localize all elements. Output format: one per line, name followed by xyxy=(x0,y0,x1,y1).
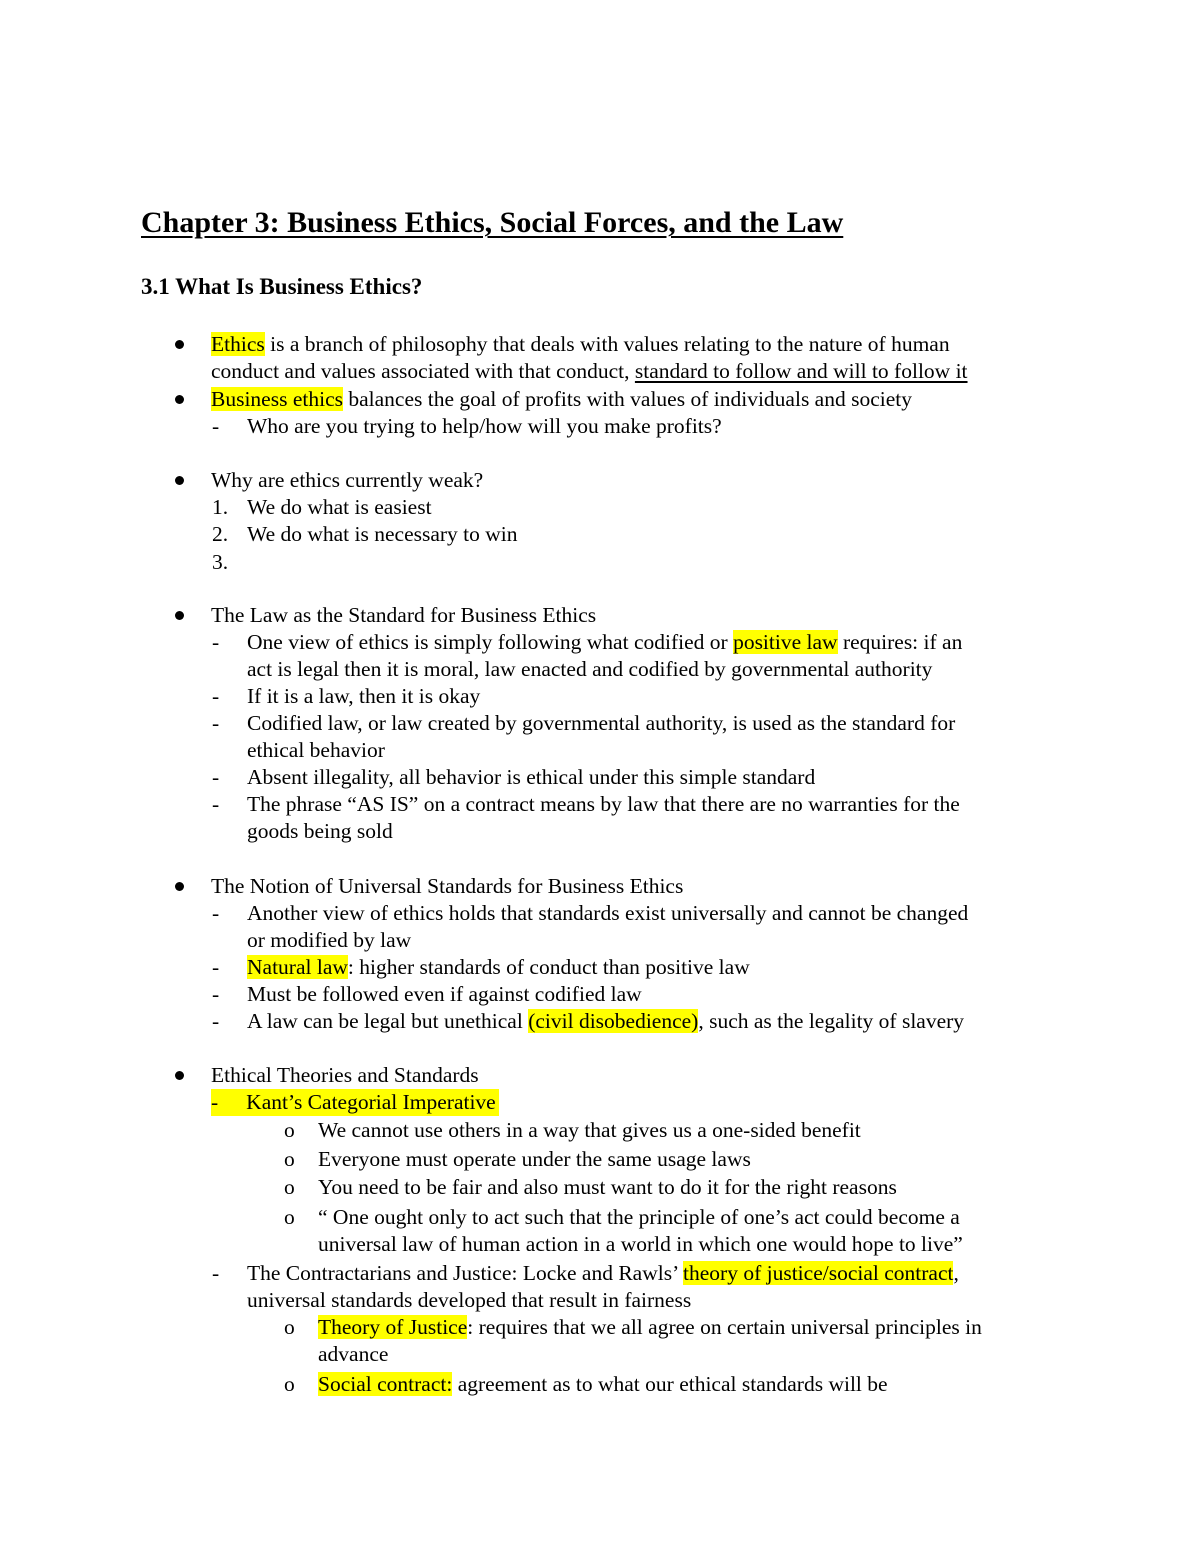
circle-bullet-icon: o xyxy=(284,1175,295,1199)
underlined-phrase: standard to follow and will to follow it xyxy=(634,359,968,383)
theory-of-justice-term: Theory of Justice xyxy=(318,1315,468,1339)
circle-bullet-icon: o xyxy=(284,1118,295,1142)
weak-item: We do what is easiest xyxy=(247,495,432,519)
weak-question: Why are ethics currently weak? xyxy=(211,468,484,492)
business-ethics-term: Business ethics xyxy=(211,387,343,411)
kant-heading: Kant’s Categorial Imperative xyxy=(246,1090,496,1114)
universal-point-cont: or modified by law xyxy=(247,928,412,952)
dash-marker: - xyxy=(212,711,220,735)
kant-item: We cannot use others in a way that gives us a one-sided benefit xyxy=(318,1118,861,1142)
kant-item-cont: universal law of human action in a world in which one would hope to live” xyxy=(318,1232,963,1256)
ethics-definition-line2: conduct and values associated with that conduct, standard to follow and will to follow it xyxy=(211,359,968,383)
weak-item: We do what is necessary to win xyxy=(247,522,518,546)
theory-of-justice-item: Theory of Justice: requires that we all agree on certain universal principles in xyxy=(318,1315,982,1339)
law-standard-heading: The Law as the Standard for Business Ethics xyxy=(211,603,597,627)
law-standard-point: Absent illegality, all behavior is ethical under this simple standard xyxy=(247,765,816,789)
circle-bullet-icon: o xyxy=(284,1147,295,1171)
dash-marker: - xyxy=(212,955,220,979)
social-contract-term: Social contract: xyxy=(318,1372,453,1396)
dash-marker: - xyxy=(212,414,220,438)
bullet-icon xyxy=(175,882,184,891)
universal-point: A law can be legal but unethical (civil disobedience), such as the legality of slavery xyxy=(247,1009,965,1033)
section-heading: 3.1 What Is Business Ethics? xyxy=(141,274,423,299)
theories-heading: Ethical Theories and Standards xyxy=(211,1063,479,1087)
law-standard-point: Codified law, or law created by governmental authority, is used as the standard for xyxy=(247,711,956,735)
universal-heading: The Notion of Universal Standards for Business Ethics xyxy=(211,874,684,898)
universal-point: Another view of ethics holds that standards exist universally and cannot be changed xyxy=(247,901,969,925)
circle-bullet-icon: o xyxy=(284,1315,295,1339)
circle-bullet-icon: o xyxy=(284,1372,295,1396)
dash-marker: - xyxy=(212,792,220,816)
law-standard-point-cont: act is legal then it is moral, law enacted and codified by governmental authority xyxy=(247,657,933,681)
kant-item: “ One ought only to act such that the principle of one’s act could become a xyxy=(318,1205,960,1229)
kant-highlight-row: - Kant’s Categorial Imperative xyxy=(211,1089,499,1116)
dash-marker: - xyxy=(212,1009,220,1033)
bullet-icon xyxy=(175,340,184,349)
law-standard-point: If it is a law, then it is okay xyxy=(247,684,481,708)
contractarians-point: The Contractarians and Justice: Locke and Rawls’ theory of justice/social contract, xyxy=(247,1261,959,1285)
dash-marker: - xyxy=(212,684,220,708)
dash-marker: - xyxy=(212,1261,220,1285)
natural-law-term: Natural law xyxy=(247,955,348,979)
chapter-title: Chapter 3: Business Ethics, Social Forces, and the Law xyxy=(141,206,844,239)
dash-marker: - xyxy=(212,901,220,925)
business-ethics-subpoint: Who are you trying to help/how will you make profits? xyxy=(247,414,722,438)
law-standard-point-cont: goods being sold xyxy=(247,819,393,843)
kant-item: You need to be fair and also must want to do it for the right reasons xyxy=(318,1175,897,1199)
universal-point: Must be followed even if against codified law xyxy=(247,982,642,1006)
dash-marker: - xyxy=(212,982,220,1006)
social-contract-theory-term: theory of justice/social contract xyxy=(683,1261,954,1285)
law-standard-point: One view of ethics is simply following what codified or positive law requires: if an xyxy=(247,630,963,654)
contractarians-point-cont: universal standards developed that result in fairness xyxy=(247,1288,692,1312)
list-number: 1. xyxy=(212,495,229,519)
circle-bullet-icon: o xyxy=(284,1205,295,1229)
dash-marker: - xyxy=(212,765,220,789)
universal-point: Natural law: higher standards of conduct than positive law xyxy=(247,955,750,979)
kant-item: Everyone must operate under the same usage laws xyxy=(318,1147,751,1171)
bullet-icon xyxy=(175,476,184,485)
bullet-icon xyxy=(175,395,184,404)
list-number: 2. xyxy=(212,522,229,546)
ethics-definition-line1: Ethics is a branch of philosophy that deals with values relating to the nature of human xyxy=(211,332,950,356)
positive-law-term: positive law xyxy=(733,630,838,654)
law-standard-point: The phrase “AS IS” on a contract means by law that there are no warranties for the xyxy=(247,792,960,816)
dash-marker: - xyxy=(212,630,220,654)
bullet-icon xyxy=(175,611,184,620)
law-standard-point-cont: ethical behavior xyxy=(247,738,385,762)
theory-of-justice-item-cont: advance xyxy=(318,1342,389,1366)
civil-disobedience-term: (civil disobedience) xyxy=(528,1009,699,1033)
business-ethics-definition: Business ethics balances the goal of profits with values of individuals and society xyxy=(211,387,912,411)
social-contract-item: Social contract: agreement as to what our ethical standards will be xyxy=(318,1372,888,1396)
list-number: 3. xyxy=(212,550,229,574)
ethics-term: Ethics xyxy=(211,332,265,356)
bullet-icon xyxy=(175,1071,184,1080)
